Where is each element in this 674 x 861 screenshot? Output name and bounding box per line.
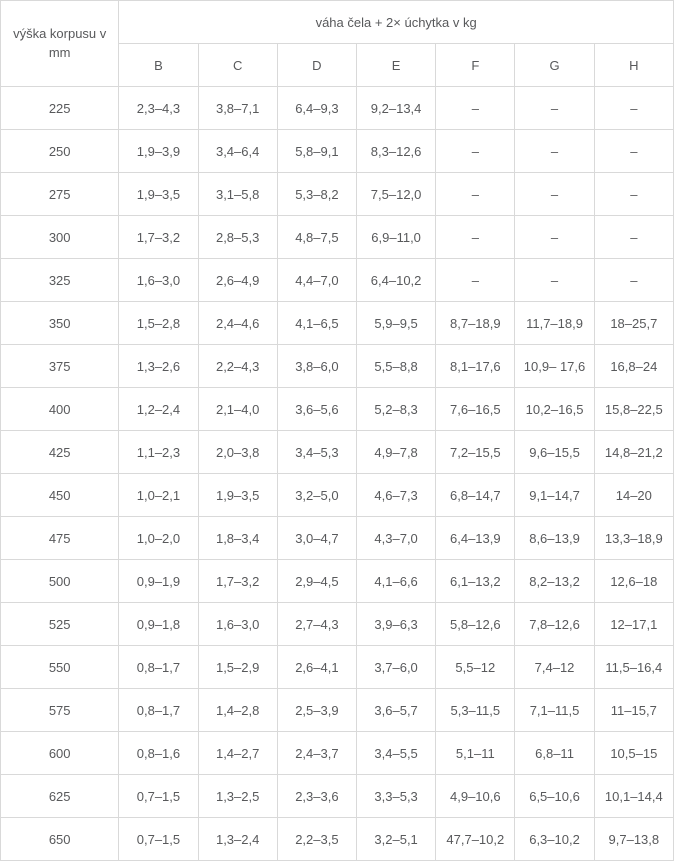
cell-d: 5,8–9,1 — [277, 130, 356, 173]
cell-h: 15,8–22,5 — [594, 388, 673, 431]
cell-e: 3,9–6,3 — [356, 603, 435, 646]
cell-c: 1,4–2,8 — [198, 689, 277, 732]
cell-e: 5,5–8,8 — [356, 345, 435, 388]
table-row — [1, 517, 674, 560]
cell-b: 1,9–3,9 — [119, 130, 198, 173]
cell-g: 10,9– 17,6 — [515, 345, 594, 388]
cell-e: 3,3–5,3 — [356, 775, 435, 818]
cell-d: 2,6–4,1 — [277, 646, 356, 689]
table-row — [1, 173, 674, 216]
row-height: 275 — [1, 173, 119, 216]
cell-c: 2,0–3,8 — [198, 431, 277, 474]
table-body — [1, 87, 674, 861]
row-height: 575 — [1, 689, 119, 732]
cell-h: 12–17,1 — [594, 603, 673, 646]
cell-b: 0,7–1,5 — [119, 818, 198, 861]
cell-e: 6,4–10,2 — [356, 259, 435, 302]
table-row — [1, 646, 674, 689]
column-header-d: D — [277, 44, 356, 87]
cell-e: 3,4–5,5 — [356, 732, 435, 775]
cell-e: 8,3–12,6 — [356, 130, 435, 173]
row-height: 400 — [1, 388, 119, 431]
cell-h: – — [594, 87, 673, 130]
row-height: 500 — [1, 560, 119, 603]
column-header-f: F — [436, 44, 515, 87]
cell-c: 3,1–5,8 — [198, 173, 277, 216]
cell-d: 2,3–3,6 — [277, 775, 356, 818]
cell-e: 4,3–7,0 — [356, 517, 435, 560]
cell-e: 3,2–5,1 — [356, 818, 435, 861]
cell-g: 8,6–13,9 — [515, 517, 594, 560]
cell-f: 6,4–13,9 — [436, 517, 515, 560]
cell-g: 10,2–16,5 — [515, 388, 594, 431]
row-height: 325 — [1, 259, 119, 302]
cell-e: 4,1–6,6 — [356, 560, 435, 603]
cell-f: 6,1–13,2 — [436, 560, 515, 603]
cell-b: 1,5–2,8 — [119, 302, 198, 345]
cell-b: 1,3–2,6 — [119, 345, 198, 388]
row-height: 525 — [1, 603, 119, 646]
row-height: 625 — [1, 775, 119, 818]
cell-g: 6,8–11 — [515, 732, 594, 775]
cell-c: 1,3–2,4 — [198, 818, 277, 861]
cell-b: 1,0–2,1 — [119, 474, 198, 517]
cell-h: 14,8–21,2 — [594, 431, 673, 474]
header-row-top — [1, 1, 674, 44]
table-row — [1, 431, 674, 474]
cell-h: 10,5–15 — [594, 732, 673, 775]
cell-e: 4,9–7,8 — [356, 431, 435, 474]
cell-f: 8,7–18,9 — [436, 302, 515, 345]
cell-h: – — [594, 259, 673, 302]
table-row — [1, 259, 674, 302]
cell-h: 18–25,7 — [594, 302, 673, 345]
cell-g: 6,5–10,6 — [515, 775, 594, 818]
row-height: 425 — [1, 431, 119, 474]
cell-c: 3,4–6,4 — [198, 130, 277, 173]
row-height: 300 — [1, 216, 119, 259]
cell-b: 0,9–1,9 — [119, 560, 198, 603]
row-height: 600 — [1, 732, 119, 775]
table-row — [1, 603, 674, 646]
column-header-b: B — [119, 44, 198, 87]
span-header: váha čela + 2× úchytka v kg — [119, 1, 674, 44]
cell-b: 0,8–1,7 — [119, 646, 198, 689]
cell-e: 6,9–11,0 — [356, 216, 435, 259]
row-height: 650 — [1, 818, 119, 861]
row-height: 350 — [1, 302, 119, 345]
cell-h: 14–20 — [594, 474, 673, 517]
cell-h: – — [594, 173, 673, 216]
cell-f: 7,2–15,5 — [436, 431, 515, 474]
cell-d: 2,9–4,5 — [277, 560, 356, 603]
table-row — [1, 560, 674, 603]
column-header-g: G — [515, 44, 594, 87]
cell-f: 47,7–10,2 — [436, 818, 515, 861]
table-row — [1, 345, 674, 388]
cell-e: 5,9–9,5 — [356, 302, 435, 345]
table-row — [1, 689, 674, 732]
cell-c: 1,8–3,4 — [198, 517, 277, 560]
cell-d: 2,7–4,3 — [277, 603, 356, 646]
table-row — [1, 302, 674, 345]
cell-d: 4,8–7,5 — [277, 216, 356, 259]
cell-c: 1,4–2,7 — [198, 732, 277, 775]
cell-c: 3,8–7,1 — [198, 87, 277, 130]
cell-c: 2,4–4,6 — [198, 302, 277, 345]
cell-g: 6,3–10,2 — [515, 818, 594, 861]
cell-c: 1,6–3,0 — [198, 603, 277, 646]
cell-b: 1,7–3,2 — [119, 216, 198, 259]
row-height: 225 — [1, 87, 119, 130]
cell-b: 1,0–2,0 — [119, 517, 198, 560]
cell-h: 11–15,7 — [594, 689, 673, 732]
cell-g: – — [515, 87, 594, 130]
cell-b: 1,9–3,5 — [119, 173, 198, 216]
cell-e: 3,7–6,0 — [356, 646, 435, 689]
cell-g: 9,6–15,5 — [515, 431, 594, 474]
cell-f: – — [436, 87, 515, 130]
cell-d: 2,4–3,7 — [277, 732, 356, 775]
corner-header: výška korpusu v mm — [1, 1, 119, 87]
cell-g: 7,4–12 — [515, 646, 594, 689]
cell-g: 9,1–14,7 — [515, 474, 594, 517]
cell-f: 6,8–14,7 — [436, 474, 515, 517]
cell-h: 16,8–24 — [594, 345, 673, 388]
cell-b: 1,2–2,4 — [119, 388, 198, 431]
cell-g: 7,8–12,6 — [515, 603, 594, 646]
cell-f: 5,8–12,6 — [436, 603, 515, 646]
table-header — [1, 1, 674, 87]
cell-g: – — [515, 130, 594, 173]
cell-h: 10,1–14,4 — [594, 775, 673, 818]
cell-d: 6,4–9,3 — [277, 87, 356, 130]
cell-f: 5,5–12 — [436, 646, 515, 689]
cell-e: 5,2–8,3 — [356, 388, 435, 431]
cell-g: – — [515, 259, 594, 302]
table-row — [1, 474, 674, 517]
cell-d: 3,2–5,0 — [277, 474, 356, 517]
cell-h: 9,7–13,8 — [594, 818, 673, 861]
cell-b: 1,6–3,0 — [119, 259, 198, 302]
cell-f: 7,6–16,5 — [436, 388, 515, 431]
cell-h: – — [594, 216, 673, 259]
cell-d: 2,5–3,9 — [277, 689, 356, 732]
cell-b: 0,8–1,6 — [119, 732, 198, 775]
row-height: 550 — [1, 646, 119, 689]
cell-c: 1,5–2,9 — [198, 646, 277, 689]
cell-b: 0,7–1,5 — [119, 775, 198, 818]
column-header-c: C — [198, 44, 277, 87]
cell-f: 5,1–11 — [436, 732, 515, 775]
cell-c: 1,3–2,5 — [198, 775, 277, 818]
cell-g: 11,7–18,9 — [515, 302, 594, 345]
cell-h: 13,3–18,9 — [594, 517, 673, 560]
row-height: 475 — [1, 517, 119, 560]
cell-b: 0,9–1,8 — [119, 603, 198, 646]
cell-d: 5,3–8,2 — [277, 173, 356, 216]
cell-c: 2,1–4,0 — [198, 388, 277, 431]
cell-g: 7,1–11,5 — [515, 689, 594, 732]
cell-h: – — [594, 130, 673, 173]
table-row — [1, 732, 674, 775]
cell-b: 1,1–2,3 — [119, 431, 198, 474]
cell-e: 9,2–13,4 — [356, 87, 435, 130]
cell-c: 2,6–4,9 — [198, 259, 277, 302]
table-row — [1, 216, 674, 259]
cell-c: 1,7–3,2 — [198, 560, 277, 603]
cell-d: 4,4–7,0 — [277, 259, 356, 302]
cell-d: 3,4–5,3 — [277, 431, 356, 474]
cell-d: 2,2–3,5 — [277, 818, 356, 861]
cell-f: – — [436, 130, 515, 173]
cell-d: 4,1–6,5 — [277, 302, 356, 345]
cell-c: 2,2–4,3 — [198, 345, 277, 388]
row-height: 250 — [1, 130, 119, 173]
cell-f: – — [436, 216, 515, 259]
cell-h: 11,5–16,4 — [594, 646, 673, 689]
cell-d: 3,8–6,0 — [277, 345, 356, 388]
cell-d: 3,0–4,7 — [277, 517, 356, 560]
cell-h: 12,6–18 — [594, 560, 673, 603]
table-row — [1, 775, 674, 818]
cell-g: – — [515, 173, 594, 216]
cell-c: 1,9–3,5 — [198, 474, 277, 517]
cell-d: 3,6–5,6 — [277, 388, 356, 431]
cell-e: 7,5–12,0 — [356, 173, 435, 216]
table-row — [1, 87, 674, 130]
cell-e: 3,6–5,7 — [356, 689, 435, 732]
cell-g: 8,2–13,2 — [515, 560, 594, 603]
cell-f: 8,1–17,6 — [436, 345, 515, 388]
column-header-e: E — [356, 44, 435, 87]
cell-f: – — [436, 173, 515, 216]
row-height: 375 — [1, 345, 119, 388]
cell-f: – — [436, 259, 515, 302]
table-row — [1, 130, 674, 173]
row-height: 450 — [1, 474, 119, 517]
column-header-h: H — [594, 44, 673, 87]
cell-g: – — [515, 216, 594, 259]
cell-e: 4,6–7,3 — [356, 474, 435, 517]
table-row — [1, 388, 674, 431]
cell-f: 4,9–10,6 — [436, 775, 515, 818]
cell-b: 0,8–1,7 — [119, 689, 198, 732]
cell-f: 5,3–11,5 — [436, 689, 515, 732]
cell-b: 2,3–4,3 — [119, 87, 198, 130]
cell-c: 2,8–5,3 — [198, 216, 277, 259]
